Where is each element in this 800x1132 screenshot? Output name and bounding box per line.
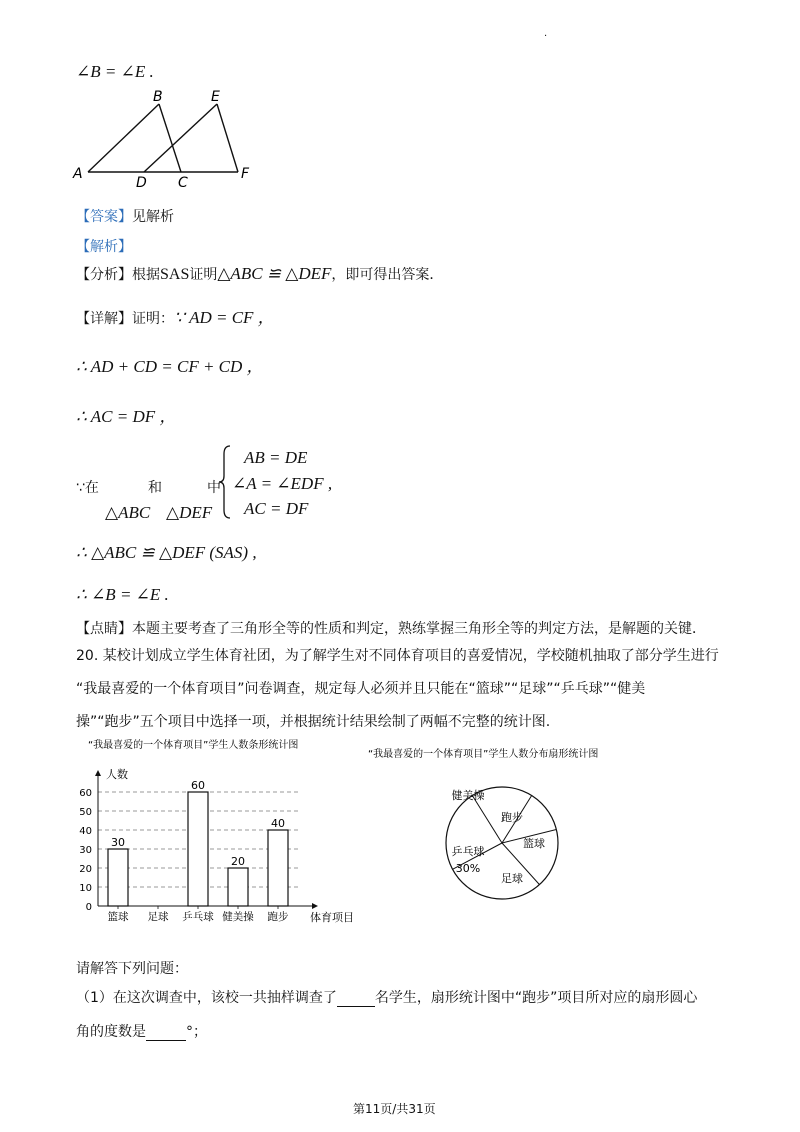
triangle-figure	[70, 86, 270, 192]
x-tick-label: 乒乓球	[182, 911, 214, 923]
pie-chart	[360, 745, 660, 915]
bar	[188, 792, 208, 906]
system-eq-2: ∠A = ∠EDF ,	[232, 474, 333, 493]
detail-math: ∵ AD = CF ，	[174, 308, 275, 327]
dianjing-tag: 【点睛】	[76, 621, 132, 637]
fenxi-text-c: ，即可得出答案．	[331, 267, 444, 283]
bar	[108, 849, 128, 906]
q20-line-3: 操”“跑步”五个项目中选择一项，并根据统计结果绘制了两幅不完整的统计图.	[76, 714, 551, 730]
answer-blank-count[interactable]	[337, 987, 375, 1007]
question-1-text-b: 名学生，扇形统计图中“跑步”项目所对应的扇形圆心	[374, 990, 698, 1006]
x-tick-label: 足球	[147, 911, 169, 923]
x-tick-label: 健美操	[222, 911, 254, 923]
step-2: ∴ AC = DF ，	[76, 407, 177, 426]
bar-chart	[60, 736, 370, 926]
y-tick-label: 60	[79, 788, 92, 799]
q20-line-1: 20. 某校计划成立学生体育社团，为了解学生对不同体育项目的喜爱情况，学校随机抽取了部分学生进行	[76, 648, 719, 664]
slice-label: 足球	[501, 872, 523, 885]
y-tick-label: 20	[79, 864, 92, 875]
x-axis-arrow	[312, 903, 318, 909]
conclusion-top: ∠B = ∠E .	[76, 62, 154, 81]
label-a: A	[73, 166, 83, 182]
fenxi-text-a: 根据	[132, 267, 160, 283]
system-brace	[218, 444, 232, 520]
label-b: B	[153, 89, 163, 105]
step-4: ∴ ∠B = ∠E .	[76, 585, 169, 604]
bar-value-label: 30	[111, 836, 125, 849]
page-footer: 第11页/共31页	[353, 1102, 436, 1116]
answer-tag: 【答案】	[76, 209, 132, 225]
label-d: D	[136, 175, 147, 191]
bar-chart-ylabel: 人数	[106, 768, 128, 781]
segment-de	[144, 104, 217, 172]
slice-label: 跑步	[501, 811, 523, 824]
question-1-line-2	[76, 1021, 207, 1041]
in-word: 中	[207, 480, 221, 496]
fenxi-math: △ABC ≌ △DEF	[217, 264, 332, 283]
bar-value-label: 20	[231, 855, 245, 868]
label-f: F	[241, 166, 250, 182]
step-1: ∴ AD + CD = CF + CD ，	[76, 357, 264, 376]
system-eq-3: AC = DF	[244, 499, 309, 518]
q20-line-2: “我最喜爱的一个体育项目”问卷调查，规定每人必须并且只能在“篮球”“足球”“乒乓球”“健美	[76, 681, 646, 697]
answer-text: 见解析	[132, 209, 174, 225]
step-3: ∴ △ABC ≌ △DEF (SAS) ,	[76, 543, 257, 562]
y-axis-arrow	[95, 770, 101, 776]
question-1-text-a: （1）在这次调查中，该校一共抽样调查了	[76, 990, 337, 1006]
segment-ab	[88, 104, 159, 172]
answer-line	[76, 206, 174, 226]
fenxi-line	[76, 264, 443, 284]
y-tick-label: 10	[79, 883, 92, 894]
pie-chart-title: “我最喜爱的一个体育项目”学生人数分布扇形统计图	[368, 749, 599, 760]
label-c: C	[178, 175, 188, 191]
because-word: ∵在	[76, 480, 99, 496]
page-mark: .	[544, 28, 548, 39]
answer-blank-angle[interactable]	[146, 1021, 186, 1041]
triangle-def: △DEF	[166, 503, 213, 522]
dianjing-line	[76, 618, 706, 638]
x-tick-label: 篮球	[107, 911, 129, 923]
y-tick-label: 40	[79, 826, 92, 837]
slice-label: 篮球	[523, 837, 545, 850]
and-word: 和	[148, 480, 162, 496]
label-e: E	[211, 89, 220, 105]
segment-bc	[159, 104, 181, 172]
question-1-line	[76, 987, 697, 1007]
bar-value-label: 60	[191, 779, 205, 792]
fenxi-tag: 【分析】	[76, 267, 132, 283]
dianjing-text: 本题主要考查了三角形全等的性质和判定，熟练掌握三角形全等的判定方法，是解题的关键．	[132, 621, 706, 637]
detail-text: 证明：	[132, 311, 174, 327]
bar-chart-xlabel: 体育项目	[310, 911, 354, 924]
slice-percent-label: 30%	[455, 862, 481, 875]
bar-value-label: 40	[271, 817, 285, 830]
y-tick-label: 30	[79, 845, 92, 856]
slice-label: 健美操	[451, 789, 485, 802]
y-tick-label: 50	[79, 807, 92, 818]
questions-prompt: 请解答下列问题：	[76, 961, 188, 977]
segment-ef	[217, 104, 238, 172]
bar-chart-title: “我最喜爱的一个体育项目”学生人数条形统计图	[88, 740, 299, 751]
detail-line	[76, 303, 275, 328]
question-1-text-d: °；	[186, 1024, 207, 1040]
bar	[228, 868, 248, 906]
system-eq-1: AB = DE	[244, 448, 308, 467]
y-tick-label: 0	[85, 902, 92, 913]
bar	[268, 830, 288, 906]
x-tick-label: 跑步	[267, 911, 289, 923]
question-1-text-c: 角的度数是	[76, 1024, 146, 1040]
fenxi-text-b: 证明	[189, 267, 218, 283]
triangle-abc: △ABC	[105, 503, 151, 522]
fenxi-sas: SAS	[160, 266, 190, 283]
detail-tag: 【详解】	[76, 311, 132, 327]
slice-label: 乒乓球	[451, 845, 485, 858]
analysis-tag: 【解析】	[76, 239, 132, 255]
